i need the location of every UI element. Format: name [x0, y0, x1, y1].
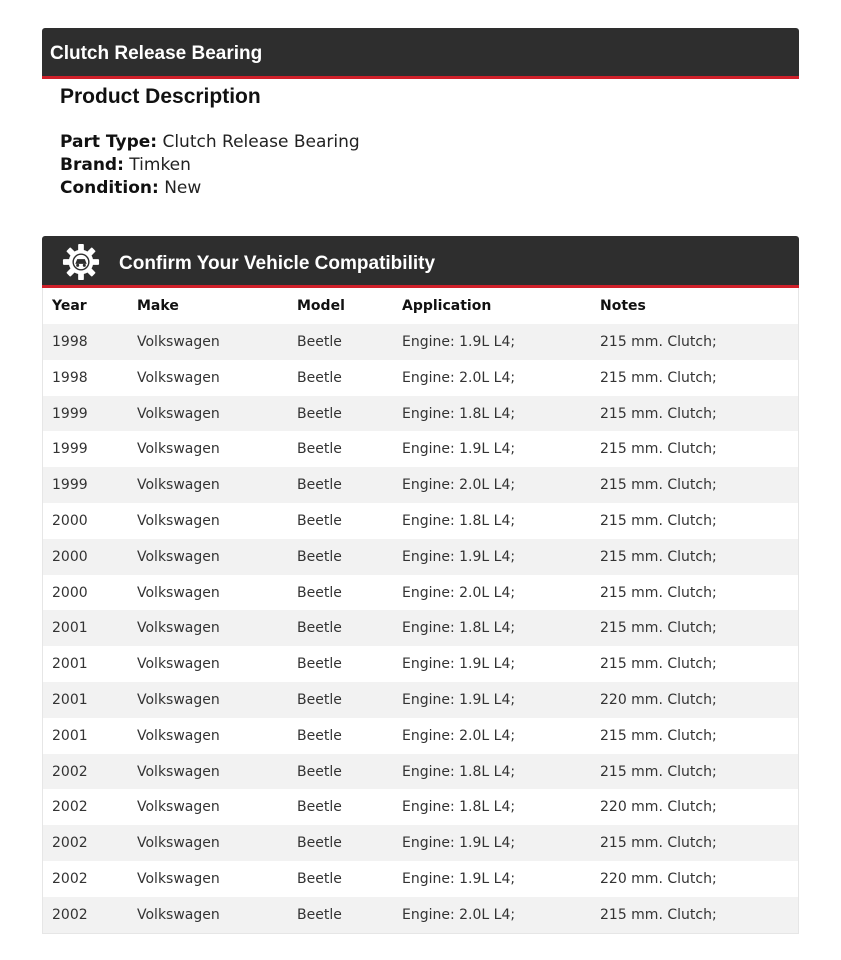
- application-cell: Engine: 1.9L L4;: [402, 691, 516, 708]
- make-cell: Volkswagen: [137, 620, 220, 637]
- product-description: [60, 85, 360, 198]
- model-cell: Beetle: [297, 727, 342, 744]
- notes-cell: 215 mm. Clutch;: [600, 405, 717, 422]
- model-cell: Beetle: [297, 334, 342, 350]
- model-cell: Beetle: [297, 369, 342, 386]
- notes-cell: 215 mm. Clutch;: [600, 835, 717, 852]
- notes-cell: 220 mm. Clutch;: [600, 870, 717, 887]
- make-cell: Volkswagen: [137, 799, 220, 816]
- make-cell: Volkswagen: [137, 548, 220, 565]
- model-cell: Beetle: [297, 584, 342, 601]
- application-cell: Engine: 2.0L L4;: [402, 584, 516, 601]
- notes-cell: 215 mm. Clutch;: [600, 906, 717, 923]
- model-cell: Beetle: [297, 691, 342, 708]
- application-cell: Engine: 1.8L L4;: [402, 512, 516, 529]
- year-cell: 2002: [52, 763, 88, 780]
- application-cell: Engine: 1.9L L4;: [402, 548, 516, 565]
- notes-cell: 220 mm. Clutch;: [600, 799, 717, 816]
- model-cell: Beetle: [297, 620, 342, 637]
- make-cell: Volkswagen: [137, 835, 220, 852]
- notes-cell: 215 mm. Clutch;: [600, 441, 717, 458]
- compatibility-title: Confirm Your Vehicle Compatibility: [119, 253, 436, 274]
- model-cell: Beetle: [297, 441, 342, 458]
- make-cell: Volkswagen: [137, 334, 220, 350]
- spec-value: Timken: [129, 155, 191, 175]
- spec-brand: [60, 155, 191, 175]
- make-cell: Volkswagen: [137, 691, 220, 708]
- notes-cell: 215 mm. Clutch;: [600, 620, 717, 637]
- table-row: [43, 610, 798, 646]
- model-cell: Beetle: [297, 405, 342, 422]
- spec-label: Brand:: [60, 155, 124, 175]
- model-cell: Beetle: [297, 512, 342, 529]
- model-cell: Beetle: [297, 906, 342, 923]
- table-row: [43, 825, 798, 861]
- application-cell: Engine: 1.9L L4;: [402, 441, 516, 458]
- year-cell: 2001: [52, 691, 88, 708]
- year-cell: 1999: [52, 477, 88, 494]
- compatibility-table: [42, 288, 799, 934]
- table-row: [43, 682, 798, 718]
- year-cell: 2002: [52, 870, 88, 887]
- table-row: [43, 360, 798, 396]
- notes-cell: 215 mm. Clutch;: [600, 727, 717, 744]
- table-row: [43, 646, 798, 682]
- model-cell: Beetle: [297, 763, 342, 780]
- make-cell: Volkswagen: [137, 906, 220, 923]
- table-row: [43, 396, 798, 432]
- application-cell: Engine: 1.8L L4;: [402, 620, 516, 637]
- table-row: [43, 897, 798, 933]
- notes-cell: 215 mm. Clutch;: [600, 369, 717, 386]
- model-cell: Beetle: [297, 835, 342, 852]
- table-row: [43, 789, 798, 825]
- make-cell: Volkswagen: [137, 584, 220, 601]
- table-row: [43, 718, 798, 754]
- year-cell: 2001: [52, 727, 88, 744]
- page-title: Clutch Release Bearing: [50, 43, 263, 64]
- application-cell: Engine: 1.8L L4;: [402, 799, 516, 816]
- table-header-row: [43, 288, 798, 324]
- spec-part-type: [60, 132, 360, 152]
- spec-label: Part Type:: [60, 132, 158, 152]
- make-cell: Volkswagen: [137, 763, 220, 780]
- year-cell: 2002: [52, 906, 88, 923]
- spec-value: Clutch Release Bearing: [162, 132, 360, 152]
- model-cell: Beetle: [297, 477, 342, 494]
- notes-cell: 220 mm. Clutch;: [600, 691, 717, 708]
- table-row: [43, 754, 798, 790]
- spec-value: New: [164, 178, 202, 198]
- notes-cell: 215 mm. Clutch;: [600, 477, 717, 494]
- application-cell: Engine: 2.0L L4;: [402, 369, 516, 386]
- application-cell: Engine: 1.8L L4;: [402, 763, 516, 780]
- application-cell: Engine: 1.9L L4;: [402, 334, 516, 350]
- year-cell: 2001: [52, 656, 88, 673]
- year-cell: 1999: [52, 441, 88, 458]
- make-cell: Volkswagen: [137, 441, 220, 458]
- table-row: [43, 324, 798, 360]
- year-cell: 1999: [52, 405, 88, 422]
- notes-cell: 215 mm. Clutch;: [600, 512, 717, 529]
- notes-cell: 215 mm. Clutch;: [600, 763, 717, 780]
- spec-condition: [60, 178, 201, 198]
- notes-cell: 215 mm. Clutch;: [600, 548, 717, 565]
- gear-car-icon: [62, 243, 100, 281]
- model-cell: Beetle: [297, 870, 342, 887]
- application-cell: Engine: 2.0L L4;: [402, 727, 516, 744]
- model-cell: Beetle: [297, 656, 342, 673]
- table-row: [43, 861, 798, 897]
- make-cell: Volkswagen: [137, 870, 220, 887]
- year-cell: 2000: [52, 548, 88, 565]
- application-cell: Engine: 1.8L L4;: [402, 405, 516, 422]
- make-cell: Volkswagen: [137, 477, 220, 494]
- application-cell: Engine: 1.9L L4;: [402, 835, 516, 852]
- title-bar: [42, 28, 799, 79]
- application-cell: Engine: 1.9L L4;: [402, 870, 516, 887]
- application-cell: Engine: 2.0L L4;: [402, 906, 516, 923]
- description-heading: Product Description: [60, 85, 261, 108]
- make-cell: Volkswagen: [137, 369, 220, 386]
- application-cell: Engine: 1.9L L4;: [402, 656, 516, 673]
- notes-cell: 215 mm. Clutch;: [600, 656, 717, 673]
- column-header-model: Model: [297, 298, 345, 314]
- compatibility-bar: [42, 236, 799, 288]
- table-row: [43, 431, 798, 467]
- table-row: [43, 503, 798, 539]
- make-cell: Volkswagen: [137, 727, 220, 744]
- year-cell: 1998: [52, 334, 88, 350]
- year-cell: 2002: [52, 799, 88, 816]
- model-cell: Beetle: [297, 548, 342, 565]
- notes-cell: 215 mm. Clutch;: [600, 334, 717, 350]
- make-cell: Volkswagen: [137, 512, 220, 529]
- year-cell: 1998: [52, 369, 88, 386]
- make-cell: Volkswagen: [137, 405, 220, 422]
- make-cell: Volkswagen: [137, 656, 220, 673]
- application-cell: Engine: 2.0L L4;: [402, 477, 516, 494]
- table-row: [43, 467, 798, 503]
- year-cell: 2001: [52, 620, 88, 637]
- spec-label: Condition:: [60, 178, 159, 198]
- column-header-make: Make: [137, 298, 179, 314]
- column-header-notes: Notes: [600, 298, 646, 314]
- notes-cell: 215 mm. Clutch;: [600, 584, 717, 601]
- column-header-year: Year: [52, 298, 87, 314]
- year-cell: 2000: [52, 512, 88, 529]
- table-row: [43, 575, 798, 611]
- year-cell: 2000: [52, 584, 88, 601]
- model-cell: Beetle: [297, 799, 342, 816]
- table-row: [43, 539, 798, 575]
- column-header-application: Application: [402, 298, 492, 314]
- year-cell: 2002: [52, 835, 88, 852]
